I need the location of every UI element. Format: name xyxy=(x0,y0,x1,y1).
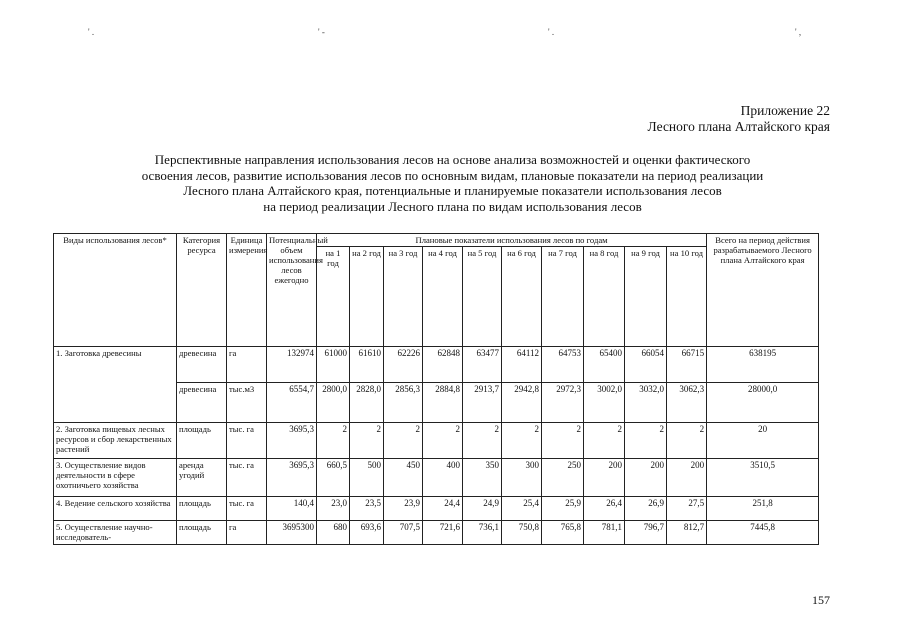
row-year-value: 2828,0 xyxy=(350,383,384,423)
row-year-value: 200 xyxy=(667,459,707,497)
row-potential: 3695300 xyxy=(267,521,317,545)
row-year-value: 26,4 xyxy=(584,497,625,521)
title-line-3: Лесного плана Алтайского края, потенциальные и планируемые показатели использования лесов xyxy=(183,183,722,198)
row-total: 28000,0 xyxy=(707,383,819,423)
row-year-value: 24,4 xyxy=(423,497,463,521)
row-year-value: 812,7 xyxy=(667,521,707,545)
header-year: на 1 год xyxy=(317,247,350,347)
row-year-value: 2800,0 xyxy=(317,383,350,423)
row-year-value: 2 xyxy=(542,423,584,459)
row-year-value: 64112 xyxy=(502,347,542,383)
row-year-value: 250 xyxy=(542,459,584,497)
page-number: 157 xyxy=(812,593,830,607)
row-year-value: 2972,3 xyxy=(542,383,584,423)
row-year-value: 2 xyxy=(423,423,463,459)
row-potential: 6554,7 xyxy=(267,383,317,423)
row-category: площадь xyxy=(177,521,227,545)
appendix-label xyxy=(648,103,830,135)
row-year-value: 66715 xyxy=(667,347,707,383)
header-row-1 xyxy=(54,234,819,247)
row-year-value: 2913,7 xyxy=(463,383,502,423)
header-year: на 5 год xyxy=(463,247,502,347)
row-year-value: 3002,0 xyxy=(584,383,625,423)
row-category: аренда угодий xyxy=(177,459,227,497)
row-kind: 3. Осуществление видов деятельности в сфере охотничьего хозяйства xyxy=(54,459,177,497)
row-year-value: 450 xyxy=(384,459,423,497)
row-total: 20 xyxy=(707,423,819,459)
document-title xyxy=(90,152,815,214)
header-total: Всего на период действия разрабатываемого Лесного плана Алтайского края xyxy=(707,234,819,347)
row-year-value: 750,8 xyxy=(502,521,542,545)
row-year-value: 27,5 xyxy=(667,497,707,521)
row-year-value: 707,5 xyxy=(384,521,423,545)
row-total: 7445,8 xyxy=(707,521,819,545)
title-line-1: Перспективные направления использования лесов на основе анализа возможностей и оценки фактического xyxy=(154,152,751,167)
row-year-value: 736,1 xyxy=(463,521,502,545)
row-kind: 5. Осуществление научно-исследователь- xyxy=(54,521,177,545)
row-year-value: 2 xyxy=(350,423,384,459)
row-unit: тыс. га xyxy=(227,423,267,459)
row-year-value: 3062,3 xyxy=(667,383,707,423)
header-year: на 4 год xyxy=(423,247,463,347)
row-total: 638195 xyxy=(707,347,819,383)
header-potential: Потенциальный объем использования лесов ежегодно xyxy=(267,234,317,347)
header-category: Категория ресурса xyxy=(177,234,227,347)
table-row xyxy=(54,423,819,459)
row-unit: тыс. га xyxy=(227,497,267,521)
row-year-value: 2 xyxy=(317,423,350,459)
row-year-value: 2856,3 xyxy=(384,383,423,423)
row-unit: тыс.м3 xyxy=(227,383,267,423)
header-year: на 10 год xyxy=(667,247,707,347)
title-line-2: освоения лесов, развитие использования лесов по основным видам, плановые показатели на период реализации xyxy=(141,167,764,183)
row-year-value: 721,6 xyxy=(423,521,463,545)
row-year-value: 2 xyxy=(463,423,502,459)
row-year-value: 796,7 xyxy=(625,521,667,545)
row-year-value: 25,4 xyxy=(502,497,542,521)
row-year-value: 2 xyxy=(502,423,542,459)
row-kind: 1. Заготовка древесины xyxy=(54,347,177,423)
row-potential: 3695,3 xyxy=(267,423,317,459)
row-year-value: 23,5 xyxy=(350,497,384,521)
row-year-value: 2 xyxy=(584,423,625,459)
row-kind: 2. Заготовка пищевых лесных ресурсов и сбор лекарственных растений xyxy=(54,423,177,459)
header-unit: Единица измерения xyxy=(227,234,267,347)
forest-use-table xyxy=(53,233,819,545)
row-potential: 132974 xyxy=(267,347,317,383)
row-year-value: 66054 xyxy=(625,347,667,383)
header-year: на 6 год xyxy=(502,247,542,347)
row-year-value: 2 xyxy=(667,423,707,459)
header-year: на 7 год xyxy=(542,247,584,347)
table-row xyxy=(54,497,819,521)
row-potential: 3695,3 xyxy=(267,459,317,497)
table-row xyxy=(54,521,819,545)
row-year-value: 25,9 xyxy=(542,497,584,521)
row-category: площадь xyxy=(177,497,227,521)
row-year-value: 2 xyxy=(625,423,667,459)
row-year-value: 2942,8 xyxy=(502,383,542,423)
table-row xyxy=(54,459,819,497)
header-year: на 9 год xyxy=(625,247,667,347)
row-year-value: 693,6 xyxy=(350,521,384,545)
row-year-value: 350 xyxy=(463,459,502,497)
row-total: 251,8 xyxy=(707,497,819,521)
row-year-value: 61610 xyxy=(350,347,384,383)
header-year: на 2 год xyxy=(350,247,384,347)
row-year-value: 680 xyxy=(317,521,350,545)
row-potential: 140,4 xyxy=(267,497,317,521)
row-year-value: 24,9 xyxy=(463,497,502,521)
row-year-value: 61000 xyxy=(317,347,350,383)
row-category: древесина xyxy=(177,383,227,423)
row-year-value: 660,5 xyxy=(317,459,350,497)
row-year-value: 62226 xyxy=(384,347,423,383)
row-year-value: 2 xyxy=(384,423,423,459)
row-year-value: 64753 xyxy=(542,347,584,383)
row-unit: га xyxy=(227,521,267,545)
header-year: на 3 год xyxy=(384,247,423,347)
row-total: 3510,5 xyxy=(707,459,819,497)
header-planned-group: Плановые показатели использования лесов по годам xyxy=(317,234,707,247)
row-kind: 4. Ведение сельского хозяйства xyxy=(54,497,177,521)
row-year-value: 65400 xyxy=(584,347,625,383)
header-year: на 8 год xyxy=(584,247,625,347)
row-year-value: 63477 xyxy=(463,347,502,383)
title-line-4: на период реализации Лесного плана по видам использования лесов xyxy=(263,198,642,214)
row-year-value: 200 xyxy=(625,459,667,497)
table-row xyxy=(54,347,819,383)
appendix-line-2: Лесного плана Алтайского края xyxy=(647,119,830,134)
row-year-value: 26,9 xyxy=(625,497,667,521)
row-category: древесина xyxy=(177,347,227,383)
header-kind: Виды использования лесов* xyxy=(54,234,177,347)
row-year-value: 300 xyxy=(502,459,542,497)
row-category: площадь xyxy=(177,423,227,459)
row-year-value: 200 xyxy=(584,459,625,497)
appendix-line-1: Приложение 22 xyxy=(740,103,830,118)
row-year-value: 765,8 xyxy=(542,521,584,545)
row-unit: га xyxy=(227,347,267,383)
row-year-value: 2884,8 xyxy=(423,383,463,423)
row-unit: тыс. га xyxy=(227,459,267,497)
row-year-value: 23,0 xyxy=(317,497,350,521)
row-year-value: 500 xyxy=(350,459,384,497)
row-year-value: 781,1 xyxy=(584,521,625,545)
row-year-value: 23,9 xyxy=(384,497,423,521)
row-year-value: 3032,0 xyxy=(625,383,667,423)
row-year-value: 62848 xyxy=(423,347,463,383)
row-year-value: 400 xyxy=(423,459,463,497)
